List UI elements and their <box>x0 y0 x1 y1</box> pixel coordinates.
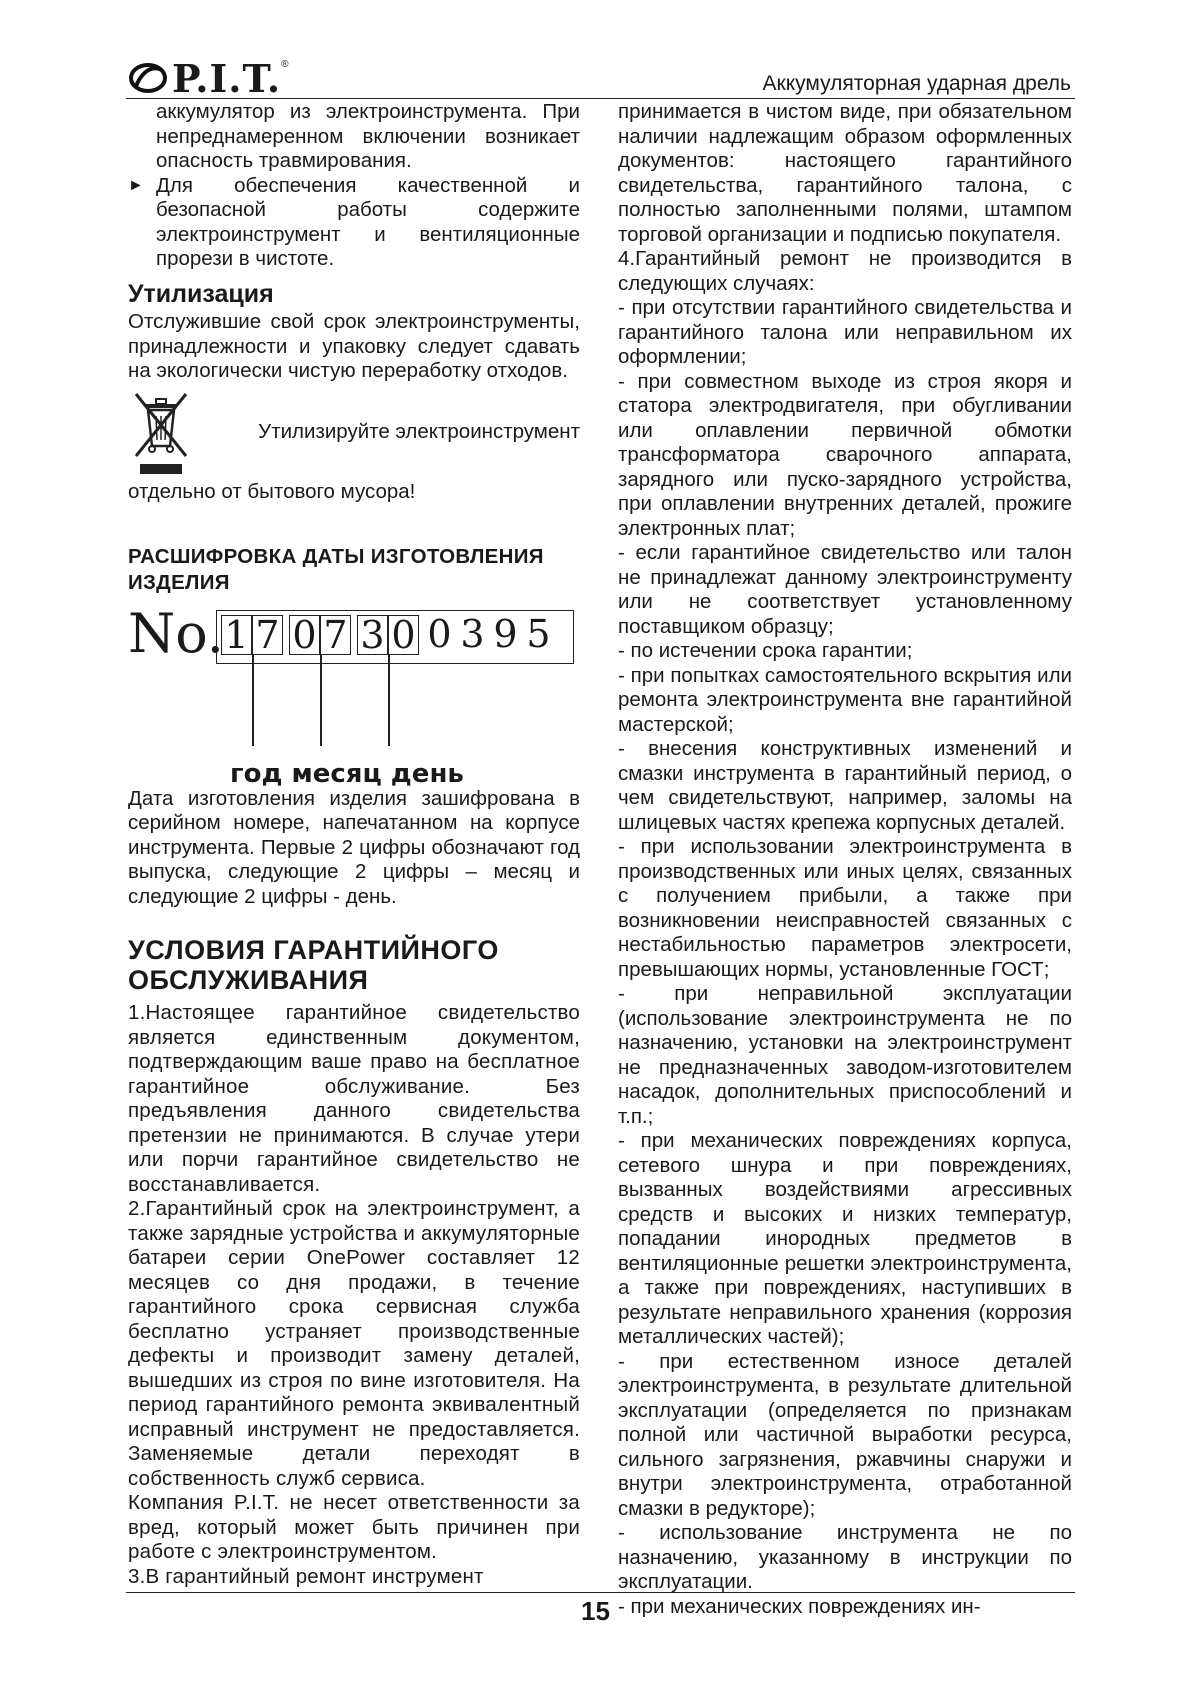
exclusion-item: - при механических повреждениях ин- <box>618 1594 981 1618</box>
warranty-paragraph-3: Компания P.I.T. не несет ответственности за вред, который может быть причинен при работе с электроинструментом. <box>128 1491 580 1563</box>
serial-box <box>216 610 574 664</box>
recycle-text-2: отдельно от бытового мусора! <box>128 479 416 503</box>
header-divider <box>126 98 1075 99</box>
day-pointer-line <box>388 654 390 746</box>
serial-digit: 5 <box>526 612 551 656</box>
warranty-exclusions-intro: 4.Гарантийный ремонт не производится в следующих случаях: <box>618 247 1072 295</box>
warranty-paragraph-continued: принимается в чистом виде, при обязательном наличии надлежащим образом оформленных документов: настоящего гарантийного свидетельства, гарантийного талона, с полностью заполненными полями, штампом торговой организации и подписью покупателя. <box>618 100 1072 246</box>
year-pointer-line <box>252 654 254 746</box>
exclusion-item: - при совместном выходе из строя якоря и статора электродвигателя, при обугливании или оплавлении первичной обмотки трансформатора сварочного аппарата, зарядного или пуско-зарядного устройства, при оплавлении внутренних деталей, прожиге электронных плат; <box>618 369 1072 540</box>
exclusion-item: - при попытках самостоятельного вскрытия или ремонта электроинструмента вне гарантийной мастерской; <box>618 663 1072 736</box>
serial-digit: 1 <box>221 615 252 655</box>
recycle-text-1: Утилизируйте электроинструмент <box>258 419 580 443</box>
warranty-paragraph-1: 1.Настоящее гарантийное свидетельство является единственным документом, подтверждающим ваше право на бесплатное гарантийное обслуживание. Без предъявления данного свидетельства претензии не принимаются. В случае утери или порчи гарантийное свидетельство не восстанавливается. <box>128 1001 580 1196</box>
serial-digit: 9 <box>493 612 518 656</box>
exclusion-item: - использование инструмента не по назначению, указанному в инструкции по эксплуатации. <box>618 1521 1072 1593</box>
left-column <box>128 100 580 1589</box>
utilization-text: Отслужившие свой срок электроинструменты, принадлежности и упаковку следует сдавать на экологически чистую переработку отходов. <box>128 310 580 382</box>
warranty-heading: УСЛОВИЯ ГАРАНТИЙНОГО ОБСЛУЖИВАНИЯ <box>128 935 499 995</box>
recycle-notice <box>128 390 580 480</box>
exclusion-item: - внесения конструктивных изменений и смазки инструмента в гарантийный период, о чем свидетельствуют, например, заломы на шлицевых частях крепежа корпусных деталей. <box>618 737 1072 834</box>
page-number: 15 <box>581 1596 610 1626</box>
serial-digit: 0 <box>427 612 452 656</box>
exclusion-item: - при естественном износе деталей электроинструмента, в результате длительной эксплуатации (определяется по признакам полной или частичной выработки ресурса, сильного загрязнения, ржавчины снаружи и внутри электроинструмента, отработанной смазки в редукторе); <box>618 1349 1072 1520</box>
exclusion-item: - при неправильной эксплуатации (использование электроинструмента не по назначению, установки на электроинструмент не предназначенных заводом-изготовителем насадок, дополнительных приспособлений и т.п.; <box>618 982 1072 1128</box>
serial-digit: 3 <box>460 612 485 656</box>
date-decode-text: Дата изготовления изделия зашифрована в серийном номере, напечатанном на корпусе инструмента. Первые 2 цифры обозначают год выпуска, следующие 2 цифры – месяц и следующие 2 цифры - день. <box>128 786 580 908</box>
date-decode-heading: РАСШИФРОВКА ДАТЫ ИЗГОТОВЛЕНИЯ ИЗДЕЛИЯ <box>128 545 544 594</box>
intro-continuation: аккумулятор из электроинструмента. При непреднамеренном включении возникает опасность травмирования. <box>156 100 580 172</box>
serial-prefix: No. <box>128 602 224 665</box>
brand-logo <box>128 55 289 101</box>
exclusion-item: - по истечении срока гарантии; <box>618 639 913 662</box>
exclusion-item: - если гарантийное свидетельство или талон не принадлежат данному электроинструменту или не соответствует установленному поставщиком образцу; <box>618 541 1072 638</box>
warranty-paragraph-2: 2.Гарантийный срок на электроинструмент, а также зарядные устройства и аккумуляторные батареи серии OnePower составляет 12 месяцев со дня продажи, в течение гарантийного срока сервисная служба бесплатно устраняет производственные дефекты и производит замену деталей, вышедших из строя по вине изготовителя. На период гарантийного ремонта эквивалентный исправный инструмент не предоставляется. Заменяемые детали переходят в собственность служб сервиса. <box>128 1197 580 1490</box>
logo-registered-mark: ® <box>281 58 289 70</box>
right-column <box>618 100 1072 1619</box>
serial-digit: 0 <box>388 615 419 655</box>
logo-swirl-icon <box>128 60 168 96</box>
bullet-item <box>128 174 580 272</box>
header-title: Аккумуляторная ударная дрель <box>762 72 1071 95</box>
exclusion-item: - при использовании электроинструмента в производственных или иных целях, связанных с получением прибыли, а также при возникновении неисправностей связанных с нестабильностью параметров электросети, превышающих нормы, установленные ГОСТ; <box>618 835 1072 981</box>
serial-number-diagram <box>128 600 580 768</box>
serial-digit: 7 <box>252 615 283 655</box>
serial-digit: 7 <box>320 615 351 655</box>
warranty-paragraph-4: 3.В гарантийный ремонт инструмент <box>128 1564 484 1588</box>
bullet-arrow-icon: ► <box>128 176 144 194</box>
bullet-text: Для обеспечения качественной и безопасной работы содержите электроинструмент и вентиляционные прорези в чистоте. <box>156 173 580 270</box>
month-pointer-line <box>320 654 322 746</box>
footer-divider <box>126 1592 1075 1593</box>
serial-digit: 0 <box>289 615 320 655</box>
logo-text: P.I.T. <box>172 55 282 101</box>
exclusion-item: - при механических повреждениях корпуса, сетевого шнура и при повреждениях, вызванных воздействиями агрессивных средств и высоких и низких температур, попадании инородных предметов в вентиляционные решетки электроинструмента, а также при повреждениях, наступивших в результате неправильного хранения (коррозия металлических частей); <box>618 1129 1072 1348</box>
utilization-heading: Утилизация <box>128 279 274 308</box>
crossed-bin-icon <box>128 390 194 476</box>
serial-caption: год месяц день <box>230 759 464 789</box>
exclusion-item: - при отсутствии гарантийного свидетельства и гарантийного талона или неправильном их оформлении; <box>618 296 1072 368</box>
serial-digit: 3 <box>357 615 388 655</box>
